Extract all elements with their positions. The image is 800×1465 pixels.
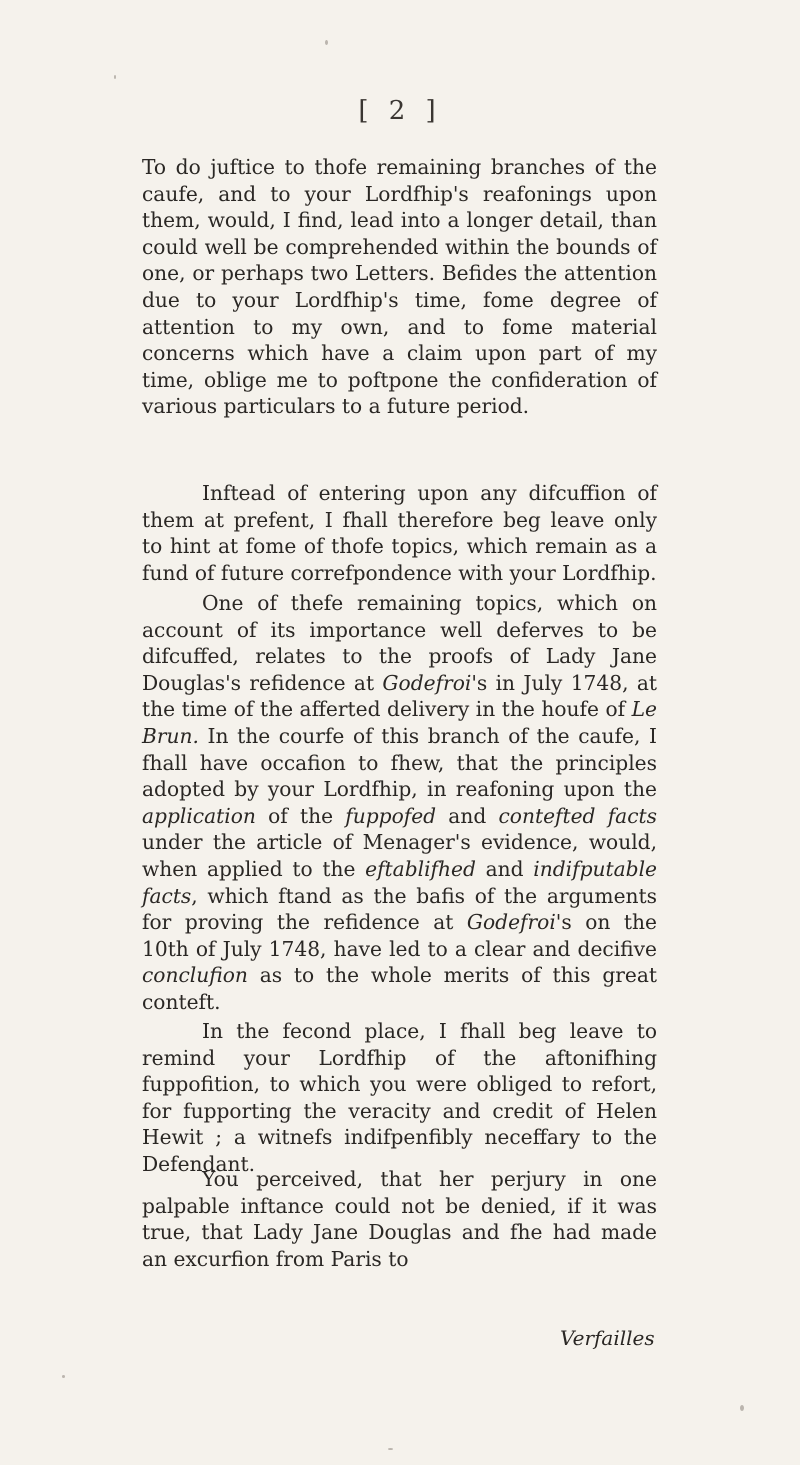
page-number: [ 2 ] bbox=[358, 96, 442, 126]
catchword: Verfailles bbox=[560, 1326, 655, 1350]
paragraph-text: In the fecond place, I fhall beg leave to remind your Lordfhip of the aftonifhing fuppofition, to which you were obliged to refort, for fupporting the veracity and credit of Helen Hewit ; a witnefs indifpenfibly neceffary to the Defendant. bbox=[142, 1019, 657, 1176]
text-run: and bbox=[436, 803, 499, 828]
italic-text: indifputable facts bbox=[142, 856, 658, 908]
paper-speck bbox=[388, 1448, 393, 1450]
italic-text: Godefroi bbox=[382, 670, 472, 695]
paragraph-text: To do juftice to thofe remaining branches of the caufe, and to your Lordfhip's reafonings upon them, would, I find, lead into a longer detail, than could well be comprehended within the bounds of one, or perhaps two Letters. Befides the attention due to your Lordfhip's time, fome degree of attention to my own, and to fome material concerns which have a claim upon part of my time, oblige me to poftpone the confideration of various particulars to a future period. bbox=[142, 155, 657, 419]
italic-text: fuppofed bbox=[345, 803, 437, 828]
italic-text: application bbox=[142, 803, 256, 828]
paper-speck bbox=[325, 40, 328, 45]
text-run: under the article of Menager's evidence, would, when applied to the bbox=[142, 830, 657, 881]
text-run: 's on the 10th of July 1748, have led to a clear and decifive bbox=[142, 910, 657, 961]
paragraph-5 bbox=[142, 1166, 657, 1272]
paragraph-text: Inftead of entering upon any difcuffion of them at prefent, I fhall therefore beg leave only to hint at fome of thofe topics, which remain as a fund of future correfpondence with your Lordfhip. bbox=[142, 481, 657, 585]
text-run: of the bbox=[255, 803, 346, 828]
paper-speck bbox=[62, 1375, 65, 1378]
text-run: In the courfe of this branch of the caufe, I fhall have occafion to fhew, that the principles adopted by your Lordfhip, in reafoning upon the bbox=[142, 723, 657, 802]
text-run: as to the whole merits of this great conteft. bbox=[142, 963, 657, 1014]
paper-speck bbox=[114, 75, 116, 79]
italic-text: Godefroi bbox=[466, 910, 556, 935]
paragraph-1 bbox=[142, 154, 657, 420]
text-run: One of thefe remaining topics, which on account of its importance well deferves to be difcuffed, relates to the proofs of Lady Jane Douglas's refidence at bbox=[142, 591, 657, 695]
text-run: , which ftand as the bafis of the arguments for proving the refidence at bbox=[142, 883, 657, 935]
italic-text: eftablifhed bbox=[365, 856, 476, 881]
text-run: 's in July 1748, at the time of the afferted delivery in the houfe of bbox=[142, 670, 657, 722]
paper-speck bbox=[740, 1405, 744, 1411]
paragraph-4 bbox=[142, 1018, 657, 1178]
paragraph-text: You perceived, that her perjury in one palpable inftance could not be denied, if it was true, that Lady Jane Douglas and fhe had made an excurfion from Paris to bbox=[142, 1167, 657, 1271]
italic-text: conclufion bbox=[142, 963, 248, 988]
paragraph-2 bbox=[142, 480, 657, 586]
paragraph-3 bbox=[142, 590, 657, 1016]
text-run: and bbox=[475, 856, 534, 881]
italic-text: Le Brun. bbox=[142, 697, 657, 748]
italic-text: contefted facts bbox=[498, 803, 657, 828]
paragraph-text bbox=[142, 590, 657, 1016]
